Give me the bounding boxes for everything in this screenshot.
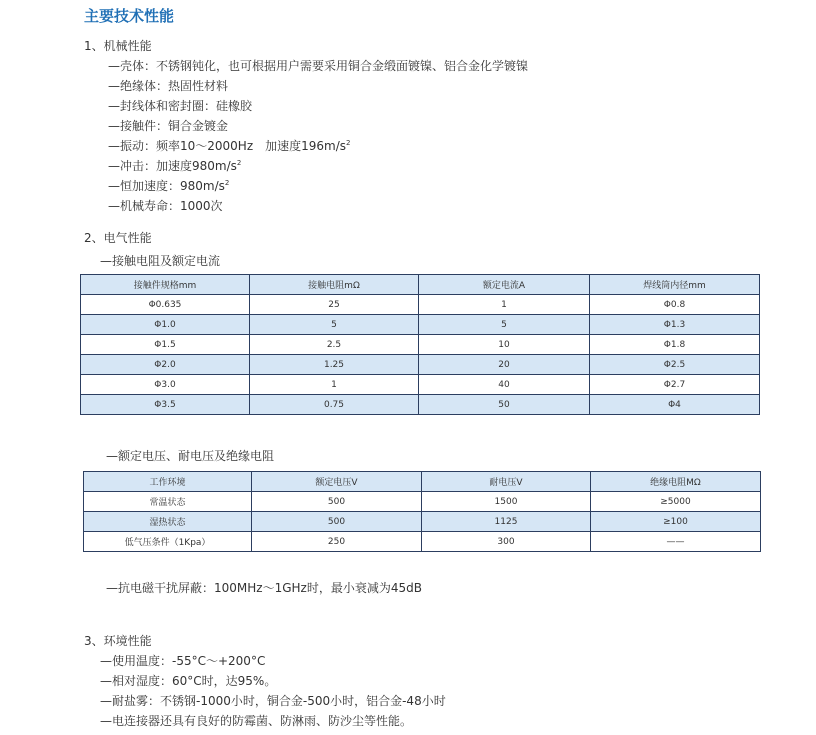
mech-line-life: —机械寿命：1000次 — [108, 199, 223, 213]
table-header: 额定电压V — [252, 472, 422, 492]
table-cell: 常温状态 — [84, 492, 252, 512]
table-cell: ≥100 — [591, 512, 761, 532]
table-cell: 40 — [419, 375, 590, 395]
contact-resistance-table — [80, 274, 760, 415]
table-header: 额定电流A — [419, 275, 590, 295]
table-header: 工作环境 — [84, 472, 252, 492]
table-cell: 1500 — [422, 492, 591, 512]
table-cell: 50 — [419, 395, 590, 415]
table-cell: 湿热状态 — [84, 512, 252, 532]
table-row — [81, 335, 760, 355]
table-cell: 低气压条件（1Kpa） — [84, 532, 252, 552]
table-cell: Φ4 — [590, 395, 760, 415]
table-cell: 5 — [250, 315, 419, 335]
table-header: 耐电压V — [422, 472, 591, 492]
table-header: 绝缘电阻MΩ — [591, 472, 761, 492]
table-cell: Φ3.0 — [81, 375, 250, 395]
table-cell: 2.5 — [250, 335, 419, 355]
table-cell: Φ2.7 — [590, 375, 760, 395]
table-cell: Φ1.3 — [590, 315, 760, 335]
mech-line-insulator: —绝缘体：热固性材料 — [108, 79, 229, 93]
mech-line-accel: —恒加速度：$980m/s^2$ — [108, 179, 230, 193]
mech-line-shock: —冲击：加速度$980m/s^2$ — [108, 159, 242, 173]
mech-line-seal: —封线体和密封圈：硅橡胶 — [108, 99, 253, 113]
table-cell: 10 — [419, 335, 590, 355]
table-cell: 20 — [419, 355, 590, 375]
table-cell: Φ2.0 — [81, 355, 250, 375]
table-cell: 500 — [252, 512, 422, 532]
env-line-other: —电连接器还具有良好的防霉菌、防淋雨、防沙尘等性能。 — [100, 714, 413, 728]
page-title: 主要技术性能 — [84, 7, 175, 25]
superscript: 2 — [346, 139, 351, 147]
table-cell: 500 — [252, 492, 422, 512]
environmental-heading: 3、环境性能 — [84, 634, 152, 648]
mech-line-contact: —接触件：铜合金镀金 — [108, 119, 229, 133]
table-row — [81, 295, 760, 315]
mech-line-housing: —壳体：不锈钢钝化，也可根据用户需要采用铜合金缎面镀镍、铝合金化学镀镍 — [108, 59, 529, 73]
mechanical-heading: 1、机械性能 — [84, 39, 152, 53]
table-row — [84, 492, 761, 512]
table-cell: 5 — [419, 315, 590, 335]
table-header: 接触件规格mm — [81, 275, 250, 295]
table-cell: Φ0.8 — [590, 295, 760, 315]
table-cell: 300 — [422, 532, 591, 552]
table-row — [81, 355, 760, 375]
table-header-row — [81, 275, 760, 295]
emi-shielding-line: —抗电磁干扰屏蔽：100MHz～1GHz时，最小衰减为45dB — [106, 581, 422, 595]
table-cell: Φ3.5 — [81, 395, 250, 415]
table-cell: 250 — [252, 532, 422, 552]
voltage-subheading: —额定电压、耐电压及绝缘电阻 — [106, 449, 275, 463]
table-row — [84, 512, 761, 532]
table-cell: 1 — [250, 375, 419, 395]
contact-resistance-subheading: —接触电阻及额定电流 — [100, 254, 221, 268]
table-cell: 1125 — [422, 512, 591, 532]
table-header: 接触电阻mΩ — [250, 275, 419, 295]
table-cell: Φ1.8 — [590, 335, 760, 355]
table-cell: —— — [591, 532, 761, 552]
table-row — [81, 375, 760, 395]
voltage-table — [83, 471, 761, 552]
table-cell: Φ1.0 — [81, 315, 250, 335]
table-cell: 1.25 — [250, 355, 419, 375]
table-cell: Φ2.5 — [590, 355, 760, 375]
env-line-salt-spray: —耐盐雾：不锈钢-1000小时，铜合金-500小时，铝合金-48小时 — [100, 694, 446, 708]
env-line-humidity: —相对湿度：60°C时，达95%。 — [100, 674, 277, 688]
table-cell: ≥5000 — [591, 492, 761, 512]
table-row — [84, 532, 761, 552]
table-row — [81, 315, 760, 335]
superscript: 2 — [224, 179, 230, 187]
table-cell: Φ0.635 — [81, 295, 250, 315]
electrical-heading: 2、电气性能 — [84, 231, 152, 245]
table-cell: 25 — [250, 295, 419, 315]
env-line-temperature: —使用温度：-55°C～+200°C — [100, 654, 266, 668]
table-cell: 1 — [419, 295, 590, 315]
table-row — [81, 395, 760, 415]
superscript: 2 — [236, 159, 242, 167]
table-header: 焊线筒内径mm — [590, 275, 760, 295]
mech-line-vibration: —振动：频率10～2000Hz 加速度$196m/s^2$ — [108, 139, 351, 153]
table-header-row — [84, 472, 761, 492]
table-cell: Φ1.5 — [81, 335, 250, 355]
table-cell: 0.75 — [250, 395, 419, 415]
